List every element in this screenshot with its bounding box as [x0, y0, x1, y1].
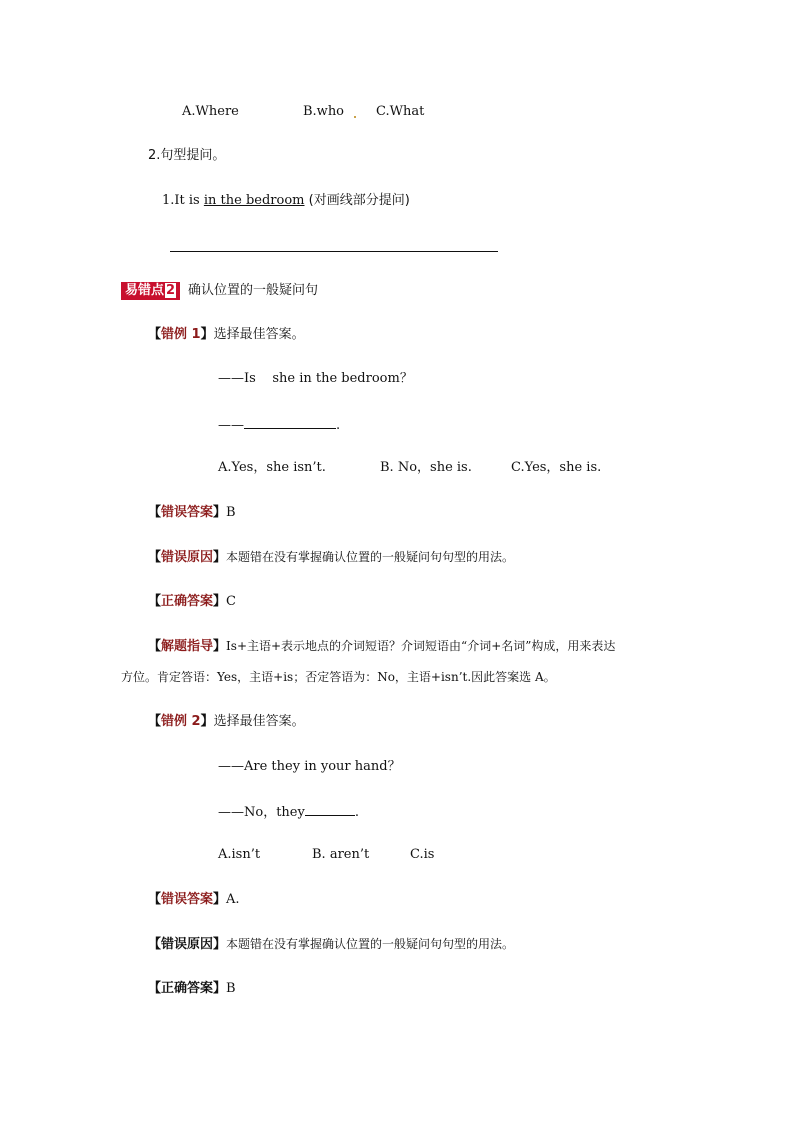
wrong-answer-value: B [226, 505, 236, 520]
wrong-answer-tag: 错误答案 [161, 505, 214, 520]
bracket-close: 】 [213, 937, 227, 952]
bracket-open: 【 [148, 505, 162, 520]
example2-blank [305, 802, 355, 816]
correct-answer-value: C [226, 594, 236, 609]
example1-wrong-answer [148, 504, 236, 522]
example1-instruction: 选择最佳答案。 [213, 327, 305, 342]
wrong-reason-tag: 错误原因 [161, 550, 214, 565]
part2-title: 2.句型提问。 [148, 148, 226, 163]
answer-line [170, 251, 498, 252]
example2-answer-end: . [354, 805, 359, 820]
bracket-open: 【 [148, 714, 162, 729]
part2-item-suffix: (对画线部分提问) [308, 193, 410, 208]
example1-answer-end: . [336, 418, 341, 433]
bracket-close: 】 [213, 594, 227, 609]
example2-wrong-answer [148, 891, 240, 909]
bracket-close: 】 [200, 327, 214, 342]
example1-question: ——Is she in the bedroom？ [218, 371, 413, 386]
correct-answer-tag: 正确答案 [161, 981, 214, 996]
example2-instruction: 选择最佳答案。 [213, 714, 305, 729]
stray-dot [354, 116, 356, 118]
correct-answer-tag: 正确答案 [161, 594, 214, 609]
example2-header [148, 713, 305, 731]
bracket-open: 【 [148, 327, 162, 342]
example2-option-c: C.is [410, 847, 435, 862]
example1-option-b: B. No，she is. [380, 460, 472, 475]
bracket-open: 【 [148, 550, 162, 565]
wrong-answer-value: A. [226, 892, 240, 907]
bracket-open: 【 [148, 892, 162, 907]
guide-line1: Is+主语+表示地点的介词短语？介词短语由“介词+名词”构成，用来表达 [226, 639, 616, 653]
correct-answer-value: B [226, 981, 236, 996]
example2-answer [218, 802, 359, 822]
section-badge [121, 282, 180, 300]
example1-answer [218, 415, 340, 435]
q1-option-a: A.Where [182, 104, 239, 119]
example2-correct-answer [148, 980, 236, 998]
example1-answer-dash: —— [218, 418, 244, 433]
example1-option-a: A.Yes，she isn’t. [218, 460, 326, 475]
bracket-close: 】 [213, 892, 227, 907]
example1-option-c: C.Yes，she is. [511, 460, 602, 475]
example2-question: ——Are they in your hand？ [218, 759, 401, 774]
bracket-open: 【 [148, 594, 162, 609]
wrong-reason-text: 本题错在没有掌握确认位置的一般疑问句句型的用法。 [226, 937, 515, 951]
example2-tag: 错例 2 [161, 714, 201, 729]
example1-blank [244, 415, 336, 429]
example2-answer-prefix: ——No，they [218, 805, 305, 820]
q1-option-b: B.who [303, 104, 345, 119]
example1-correct-answer [148, 593, 236, 611]
q1-option-c: C.What [376, 104, 425, 119]
example1-guide [148, 637, 615, 656]
bracket-open: 【 [148, 981, 162, 996]
example1-header [148, 326, 305, 344]
example1-wrong-reason [148, 548, 514, 567]
section-badge-label: 易错点 [125, 283, 165, 298]
bracket-close: 】 [200, 714, 214, 729]
bracket-close: 】 [213, 981, 227, 996]
guide-tag: 解题指导 [161, 639, 214, 654]
section-heading: 确认位置的一般疑问句 [188, 283, 319, 298]
bracket-open: 【 [148, 937, 162, 952]
example2-option-b: B. aren’t [312, 847, 370, 862]
bracket-open: 【 [148, 639, 162, 654]
section-badge-number: 2 [166, 283, 176, 298]
bracket-close: 】 [213, 550, 227, 565]
bracket-close: 】 [213, 505, 227, 520]
part2-item [162, 192, 410, 210]
wrong-reason-tag: 错误原因 [161, 937, 214, 952]
part2-item-underlined: in the bedroom [203, 193, 305, 208]
wrong-answer-tag: 错误答案 [161, 892, 214, 907]
part2-item-prefix: 1.It is [162, 193, 200, 208]
bracket-close: 】 [213, 639, 227, 654]
example1-guide-line2: 方位。肯定答语：Yes，主语+is；否定答语为：No，主语+isn’t.因此答案选 A。 [121, 670, 556, 684]
example2-option-a: A.isn’t [218, 847, 261, 862]
example2-wrong-reason [148, 935, 514, 954]
wrong-reason-text: 本题错在没有掌握确认位置的一般疑问句句型的用法。 [226, 550, 515, 564]
example1-tag: 错例 1 [161, 327, 201, 342]
